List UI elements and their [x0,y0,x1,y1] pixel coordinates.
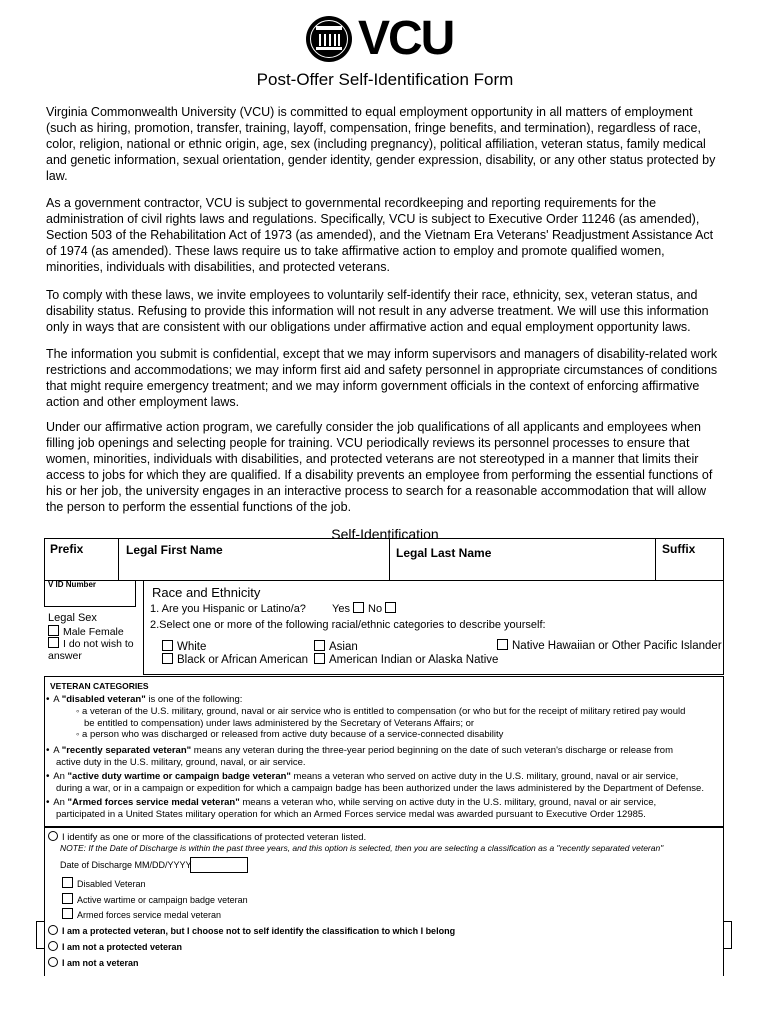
discharge-note: NOTE: If the Date of Discharge is within the past three years, and this option is selected, then you are selecting a classification as a "recently separated veteran" [60,843,664,853]
veteran-heading: VETERAN CATEGORIES [50,681,149,691]
legal-sex-label: Legal Sex [48,612,97,624]
disabled-veteran-checkbox[interactable] [62,877,73,888]
disabled-veteran-def: • A "disabled veteran" is one of the following: [46,694,243,705]
sub-active-wartime[interactable]: Active wartime or campaign badge veteran [62,893,248,905]
active-veteran-def: • An "active duty wartime or campaign badge veteran" means a veteran who served on active duty in the U.S. military, ground, naval or air service, [46,771,679,782]
intro-paragraph-4: The information you submit is confidential, except that we may inform supervisors and managers of disability-related work restrictions and accommodations; we may inform first aid and safety personnel in appropriate circumstances of conditions that might require emergency treatment; and we may inform government officials in the context of enforcing affirmative action and other employment laws. [46,347,718,409]
not-veteran-option[interactable]: I am not a veteran [48,957,139,968]
race-heading: Race and Ethnicity [152,585,261,600]
not-protected-radio[interactable] [48,941,58,951]
disabled-veteran-sub1b: be entitled to compensation) under laws administered by the Secretary of Veterans Affairs; or [84,718,475,729]
intro-paragraph-5: Under our affirmative action program, we carefully consider the job qualifications of all applicants and employees when filling job openings and selecting people for training. VCU periodically reviews its personnel processes to ensure that women, minorities, individuals with disabilities, and protected veterans are not stereotyped in a manner that limits their access to jobs for which they are qualified. If a disability prevents an employee from performing the essential functions of his or her job, the university engages in an interactive process to search for a reasonable accommodation that will allow the person to perform the essential functions of the job. [46,420,713,514]
vcu-seal-icon [306,16,352,62]
section-title: Self-Identification [331,526,439,542]
active-wartime-checkbox[interactable] [62,893,73,904]
race-asian[interactable]: Asian [314,640,358,653]
armed-forces-medal-checkbox[interactable] [62,908,73,919]
sub-disabled-veteran[interactable]: Disabled Veteran [62,877,146,889]
vcu-wordmark: VCU [358,12,454,65]
not-protected-option[interactable]: I am not a protected veteran [48,941,182,952]
white-checkbox[interactable] [162,640,173,651]
disabled-veteran-sub1: ◦ a veteran of the U.S. military, ground, naval or air service who is entitled to compensation (or who but for the receipt of military retired pay would [76,706,686,717]
identify-protected-option[interactable]: I identify as one or more of the classifications of protected veteran listed. [48,831,366,843]
recent-veteran-def: • A "recently separated veteran" means any veteran during the three-year period beginning on the date of such veteran's discharge or release from [46,745,673,756]
recent-veteran-def-2: active duty in the U.S. military, ground, naval, or air service. [56,757,306,768]
left-bracket-decoration [36,921,44,949]
male-checkbox[interactable] [48,625,59,636]
intro-paragraph-3: To comply with these laws, we invite employees to voluntarily self-identify their race, ethnicity, sex, veteran status, and disability status. Refusing to provide this information will not result in any adverse treatment. We will use this information only in ways that are consistent with our obligations under affirmative action and equal employment opportunity laws. [46,288,709,334]
intro-paragraph-1: Virginia Commonwealth University (VCU) is committed to equal employment opportunity in all matters of employment (such as hiring, promotion, transfer, training, layoff, compensation, fringe benefits, and termination), regardless of race, color, religion, national or ethnic origin, age, sex (including pregnancy), political affiliation, veteran status, family medical and genetic information, sexual orientation, gender identity, gender expression, disability, or any other status protected by law. [46,105,716,183]
page-title: Post-Offer Self-Identification Form [256,70,514,89]
american-indian-checkbox[interactable] [314,653,325,664]
prefix-label: Prefix [50,542,84,556]
legal-sex-male[interactable]: Male Female [48,625,124,638]
race-pacific-islander[interactable]: Native Hawaiian or Other Pacific Islander [497,639,722,652]
hispanic-yes[interactable]: Yes No [332,602,400,615]
vcu-logo [306,14,453,64]
last-name-label: Legal Last Name [396,546,492,560]
hispanic-question: 1. Are you Hispanic or Latino/a? [150,603,306,615]
hispanic-yes-checkbox[interactable] [353,602,364,613]
race-white[interactable]: White [162,640,206,653]
pacific-islander-checkbox[interactable] [497,639,508,650]
not-veteran-radio[interactable] [48,957,58,967]
discharge-date-input[interactable] [190,857,248,873]
sub-armed-forces-medal[interactable]: Armed forces service medal veteran [62,908,221,920]
race-american-indian[interactable]: American Indian or Alaska Native [314,653,498,666]
armed-veteran-def-2: participated in a United States military operation for which an Armed Forces service medal was awarded pursuant to Executive Order 12985. [56,809,646,820]
race-question: 2.Select one or more of the following racial/ethnic categories to describe yourself: [150,619,546,631]
right-bracket-decoration [724,921,732,949]
first-name-label: Legal First Name [126,543,223,557]
active-veteran-def-2: during a war, or in a campaign or expedition for which a campaign badge has been authorized under the laws administered by the Department of Defense. [56,783,704,794]
protected-no-identify-radio[interactable] [48,925,58,935]
intro-paragraph-2: As a government contractor, VCU is subject to governmental recordkeeping and reporting requirements for the administration of civil rights laws and regulations. Specifically, VCU is subject to Executive Order 11246 (as amended), Section 503 of the Rehabilitation Act of 1973 (as amended), and the Vietnam Era Veterans' Readjustment Assistance Act of 1974 (as amended). These laws require us to take affirmative action to employ and promote qualified women, minorities, individuals with disabilities, and protected veterans. [46,196,714,274]
legal-sex-decline[interactable]: I do not wish to answer [48,638,134,662]
v-id-label: V ID Number [48,580,97,589]
race-black[interactable]: Black or African American [162,653,308,666]
discharge-label: Date of Discharge MM/DD/YYYY [60,860,192,870]
decline-sex-checkbox[interactable] [48,637,59,648]
armed-veteran-def: • An "Armed forces service medal veteran" means a veteran who, while serving on active duty in the U.S. military, ground, naval or air service, [46,797,657,808]
black-checkbox[interactable] [162,653,173,664]
disabled-veteran-sub2: ◦ a person who was discharged or released from active duty because of a service-connected disability [76,729,504,740]
suffix-label: Suffix [662,542,696,556]
hispanic-no-checkbox[interactable] [385,602,396,613]
asian-checkbox[interactable] [314,640,325,651]
identify-protected-radio[interactable] [48,831,58,841]
protected-no-identify-option[interactable]: I am a protected veteran, but I choose not to self identify the classification to which I belong [48,925,455,936]
